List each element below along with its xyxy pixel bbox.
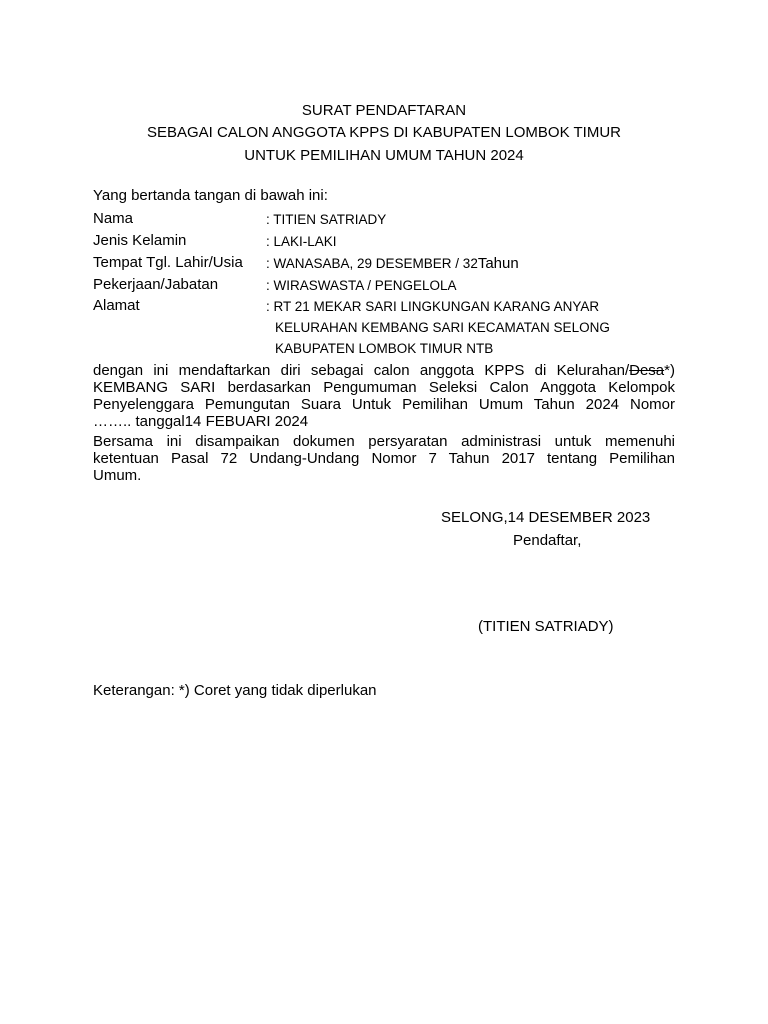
paragraph-1-line-3: Penyelenggara Pemungutan Suara Untuk Pemilihan Umum Tahun 2024 Nomor [93, 396, 675, 413]
value-ttl-main: : WANASABA, 29 DESEMBER / 32 [266, 256, 478, 271]
paragraph-1-line-1-mark: *) [664, 362, 675, 379]
label-jenis-kelamin: Jenis Kelamin [93, 232, 187, 249]
doc-title-line-1: SURAT PENDAFTARAN [301, 102, 467, 119]
signature-role: Pendaftar, [513, 532, 582, 549]
value-nama: : TITIEN SATRIADY [266, 212, 387, 227]
intro-text: Yang bertanda tangan di bawah ini: [93, 187, 328, 204]
value-ttl-suffix: Tahun [477, 255, 519, 272]
value-alamat-line-2: KELURAHAN KEMBANG SARI KECAMATAN SELONG [275, 320, 610, 335]
paragraph-1-line-4: …….. tanggal14 FEBUARI 2024 [93, 413, 309, 430]
paragraph-registration [93, 362, 675, 430]
paragraph-1-line-1 [93, 362, 675, 379]
paragraph-2-line-3: Umum. [93, 467, 142, 484]
signature-name: (TITIEN SATRIADY) [478, 618, 614, 635]
value-alamat-line-1: : RT 21 MEKAR SARI LINGKUNGAN KARANG ANYAR [266, 299, 600, 314]
paragraph-2-line-1: Bersama ini disampaikan dokumen persyaratan administrasi untuk memenuhi [93, 433, 675, 450]
paragraph-1-line-2: KEMBANG SARI berdasarkan Pengumuman Seleksi Calon Anggota Kelompok [93, 379, 675, 396]
label-nama: Nama [93, 210, 134, 227]
paragraph-2-line-2: ketentuan Pasal 72 Undang-Undang Nomor 7 Tahun 2017 tentang Pemilihan [93, 450, 675, 467]
value-ttl [266, 254, 519, 274]
value-alamat-line-3: KABUPATEN LOMBOK TIMUR NTB [275, 341, 494, 356]
doc-title-line-3: UNTUK PEMILIHAN UMUM TAHUN 2024 [244, 147, 524, 164]
doc-title-line-2: SEBAGAI CALON ANGGOTA KPPS DI KABUPATEN LOMBOK TIMUR [146, 124, 621, 141]
value-pekerjaan: : WIRASWASTA / PENGELOLA [266, 278, 457, 293]
label-pekerjaan: Pekerjaan/Jabatan [93, 276, 219, 293]
value-jenis-kelamin: : LAKI-LAKI [266, 234, 337, 249]
footnote: Keterangan: *) Coret yang tidak diperlukan [93, 682, 377, 699]
paragraph-documents [93, 433, 675, 484]
label-alamat: Alamat [93, 297, 140, 314]
paragraph-1-line-1-text: dengan ini mendaftarkan diri sebagai calon anggota KPPS di Kelurahan/ [93, 362, 630, 379]
label-ttl: Tempat Tgl. Lahir/Usia [93, 254, 243, 271]
struck-word: Desa [629, 362, 665, 379]
signature-place-date: SELONG,14 DESEMBER 2023 [441, 509, 651, 526]
